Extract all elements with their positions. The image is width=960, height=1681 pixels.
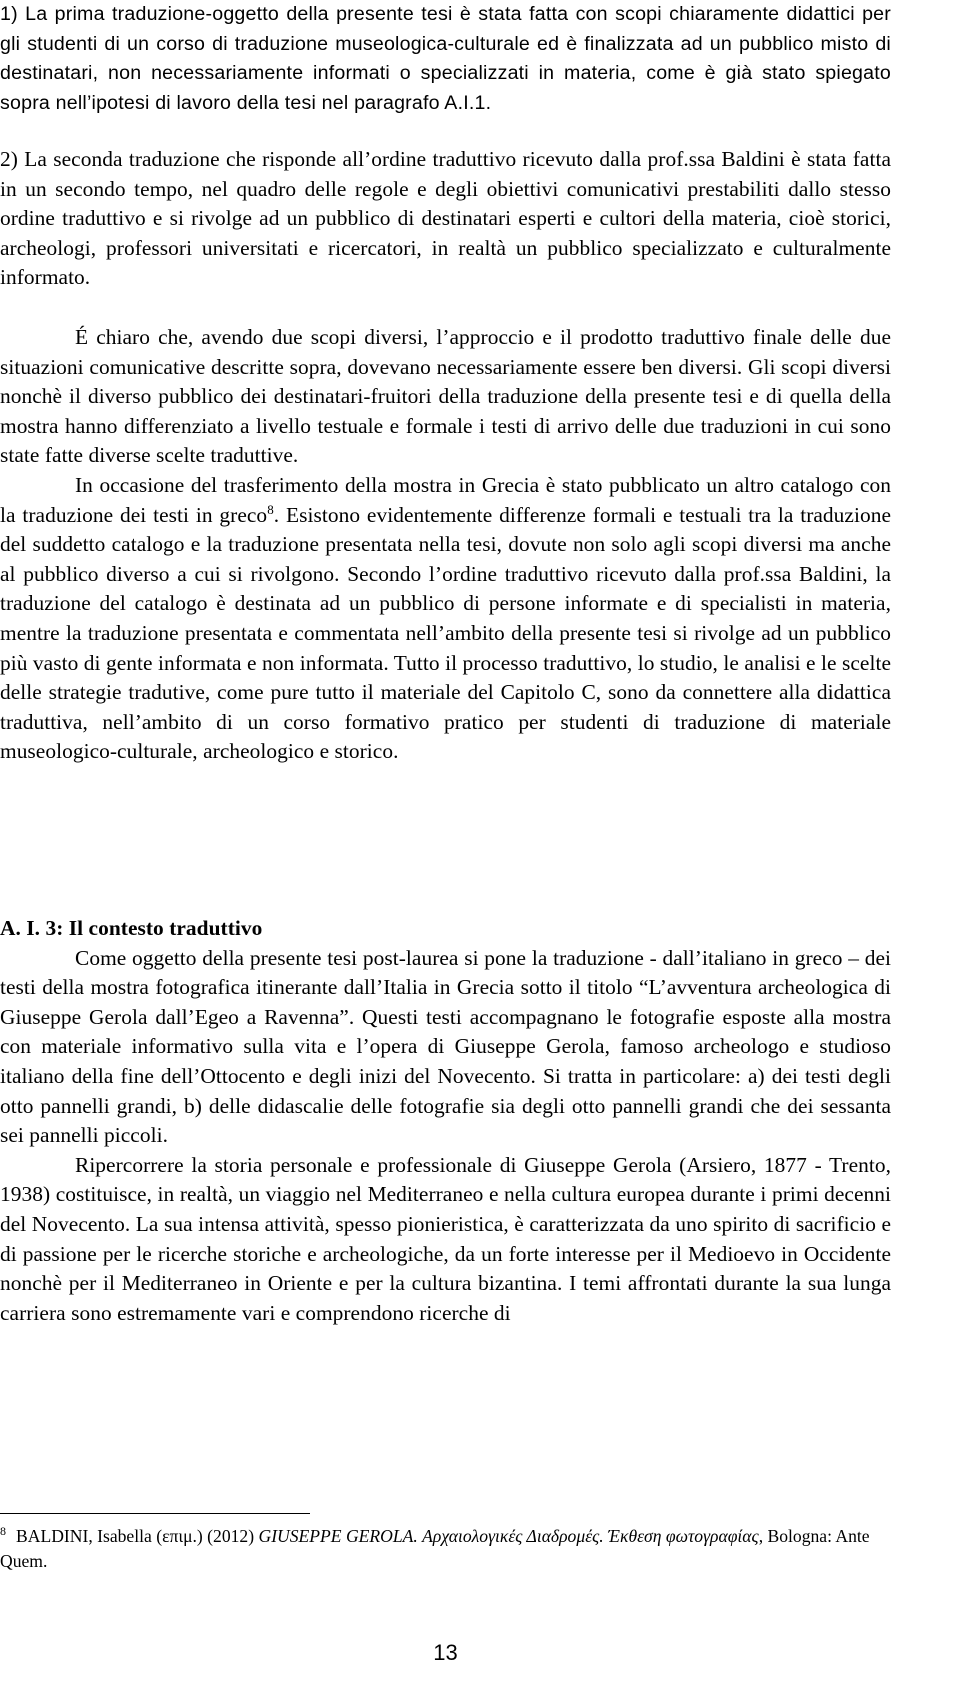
paragraph-4-part-b: . Esistono evidentemente differenze formali e testuali tra la traduzione del suddetto catalogo e la traduzione presentata nella tesi, dovute non solo agli scopi diversi ma anche al pubblico diverso a cui si rivolgono. Secondo l’ordine traduttivo ricevuto dalla prof.ssa Baldini, la traduzione del catalogo è destinata ad un pubblico di persone informate e di specialisti in materia, mentre la traduzione presentata e commentata nell’ambito della presente tesi si rivolge ad un pubblico più vasto di gente informata e non informata. Tutto il processo traduttivo, lo studio, le analisi e le scelte delle strategie tradutive, come pure tutto il materiale del Capitolo C, sono da connettere alla didattica traduttiva, nell’ambito di un corso formativo pratico per studenti di traduzione di materiale museologico-culturale, archeologico e storico. [0, 502, 891, 764]
page-number: 13 [433, 1640, 458, 1665]
paragraph-4 [0, 471, 891, 767]
footnote-mark: 8 [0, 1524, 6, 1538]
section-heading: A. I. 3: Il contesto traduttivo [0, 916, 263, 940]
paragraph-1-block [0, 0, 891, 118]
paragraph-3-part-a: É chiaro che, avendo due scopi diversi, l’approccio e il prodotto traduttivo finale delle due situazioni comunicative descritte sopra, dovevano necessariamente essere ben diversi. [0, 325, 891, 379]
footnote-reference[interactable]: 8 [267, 501, 274, 517]
footnote-separator [0, 1513, 310, 1514]
footnote-citation-publisher: , Bologna: Ante Quem. [0, 1526, 870, 1571]
paragraph-6: Ripercorrere la storia personale e professionale di Giuseppe Gerola (Arsiero, 1877 - Trento, 1938) costituisce, in realtà, un viaggio nel Mediterraneo e nella cultura europea durante i primi decenni del Novecento. La sua intensa attività, spesso pionieristica, è caratterizzata da uno spirito di sacrificio e di passione per le ricerche storiche e archeologiche, da un forte interesse per il Medioevo in Occidente nonchè per il Mediterraneo in Oriente e per la cultura bizantina. I temi affrontati durante la sua lunga carriera sono estremamente vari e comprendono ricerche di [0, 1152, 891, 1325]
paragraph-3-part-b: Gli scopi diversi nonchè il diverso pubblico dei destinatari-fruitori della traduzione della presente tesi e di quella della mostra hanno differenziato a livello testuale e formale i testi di arrivo delle due traduzioni in cui sono state fatte diverse scelte traduttive. [0, 354, 891, 468]
paragraph-5: Come oggetto della presente tesi post-laurea si pone la traduzione - dall’italiano in greco – dei testi della mostra fotografica itinerante dall’Italia in Grecia sotto il titolo “L’avventura archeologica di Giuseppe Gerola dall’Egeo a Ravenna”. Questi testi accompagnano le fotografie esposte alla mostra con materiale informativo sulla vita e l’opera di Giuseppe Gerola, famoso archeologo e studioso italiano della fine dell’Ottocento e degli inizi del Novecento. Si tratta in particolare: a) dei testi degli otto pannelli grandi, b) delle didascalie delle fotografie sia degli otto pannelli grandi che dei sessanta sei pannelli piccoli. [0, 945, 891, 1148]
paragraph-1: 1) La prima traduzione-oggetto della presente tesi è stata fatta con scopi chiaramente didattici per gli studenti di un corso di traduzione museologica-culturale ed è finalizzata ad un pubblico misto di destinatari, non necessariamente informati o specializzati in materia, come è già stato spiegato sopra nell’ipotesi di lavoro della tesi nel paragrafo A.I.1. [0, 3, 891, 114]
paragraph-4-part-a: In occasione del trasferimento della mostra in Grecia è stato pubblicato un altro catalogo con la traduzione dei testi in greco [0, 472, 891, 527]
footnote-citation-title: GIUSEPPE GEROLA. Αρχαιολογικές Διαδρομές. Έκθεση φωτογραφίας [258, 1526, 759, 1546]
section-block [0, 914, 891, 1328]
footnote [0, 1524, 891, 1574]
paragraph-3 [0, 323, 891, 471]
paragraph-2: 2) La seconda traduzione che risponde all’ordine traduttivo ricevuto dalla prof.ssa Baldini è stata fatta in un secondo tempo, nel quadro delle regole e degli obiettivi comunicativi prestabiliti dallo stesso ordine traduttivo e si rivolge ad un pubblico di destinatari esperti e cultori della materia, cioè storici, archeologi, professori universitati e ricercatori, in realtà un pubblico specializzato e culturalmente informato. [0, 147, 891, 290]
paragraph-3-block [0, 323, 891, 767]
footnote-citation-author: BALDINI, Isabella (επιμ.) (2012) [16, 1526, 259, 1546]
paragraph-2-block [0, 145, 891, 293]
